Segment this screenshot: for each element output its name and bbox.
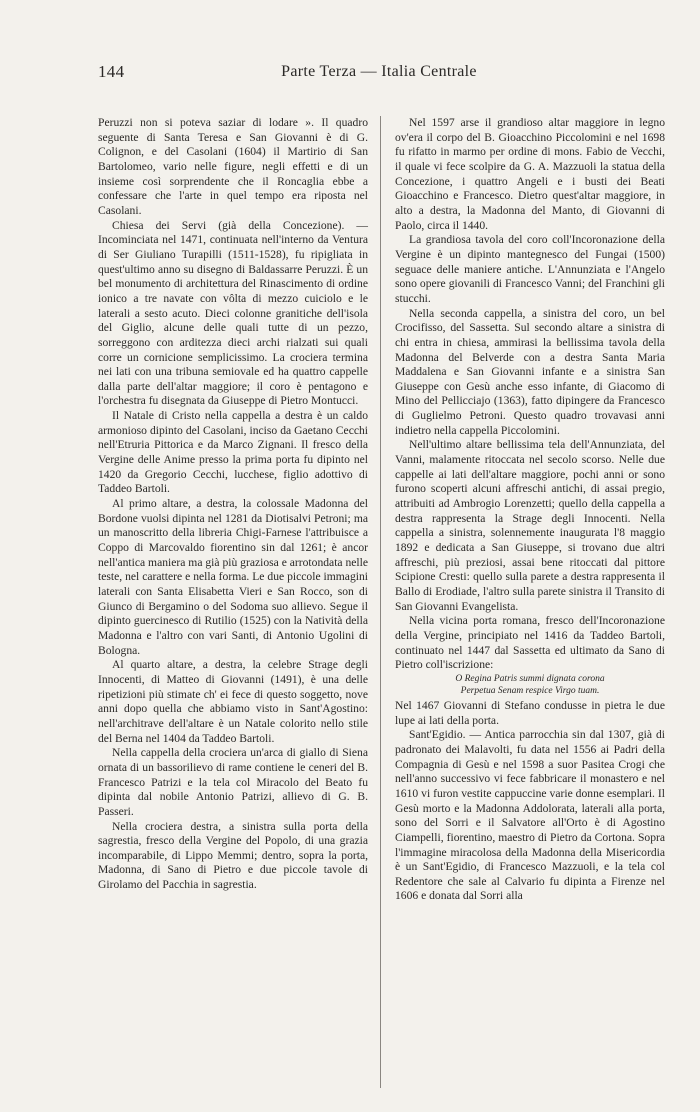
running-title: Parte Terza — Italia Centrale bbox=[281, 63, 477, 80]
left-column bbox=[98, 116, 368, 893]
paragraph: Al primo altare, a destra, la colossale Madonna del Bordone vuolsi dipinta nel 1281 da Diotisalvi Petroni; ma un manoscritto della libreria Chigi-Farnese l'attribuisce a Coppo di Marcovaldo fiorentino sin dal 1261; è ancor nell'antica maniera ma già più graziosa e arrotondata nelle teste, nel carattere e nella forma. Le due piccole immagini laterali con Santa Elisabetta Vieri e San Rocco, son di Giunco di Bergamino o del Sodoma suo allievo. Segue il dipinto guercinesco di Rutilio (1525) con la Natività della Madonna e l'altro con vari Santi, di Antonio Ugolini di Bologna. bbox=[98, 497, 368, 657]
column-divider bbox=[380, 116, 381, 1088]
paragraph: Nella crociera destra, a sinistra sulla porta della sagrestia, fresco della Vergine del Popolo, di una grazia incomparabile, di Lippo Memmi; dentro, sopra la porta, Madonna, di Sano di Pietro e due piccole tavole di Girolamo del Pacchia in sagrestia. bbox=[98, 819, 368, 892]
paragraph: Nel 1597 arse il grandioso altar maggiore in legno ov'era il corpo del B. Gioacchino Piccolomini e nel 1698 fu rifatto in marmo per ordine di mons. Fabio de Vecchi, il quale vi fece scolpire da G. A. Mazzuoli la statua della Concezione, i quattro Angeli e i busti dei Beati Gioacchino e Francesco. Dietro quest'altar maggiore, in alto a destra, la Madonna del Manto, di Giovanni di Paolo, circa il 1440. bbox=[395, 116, 665, 232]
paragraph: Nella cappella della crociera un'arca di giallo di Siena ornata di un bassorilievo di rame contiene le ceneri del B. Francesco Patrizi e la tela col Miracolo del Beato fu dipinta dal nobile Antonio Patrizi, allievo di G. B. Passeri. bbox=[98, 746, 368, 818]
page-number: 144 bbox=[98, 62, 125, 81]
paragraph: Chiesa dei Servi (già della Concezione). — Incominciata nel 1471, continuata nell'interno da Ventura di Ser Giuliano Turapilli (1511-1528), fu ripigliata in quest'ultimo anno su disegno di Baldassarre Peruzzi. È un bel monumento di architettura del Rinascimento di ordine ionico a tre navate con vôlta di mezzo cuiciolo e le laterali a sesto acuto. Dieci colonne granitiche dell'isola del Giglio, alcune delle quali tutte di un pezzo, sorreggono con arditezza dieci archi rialzati sui quali corre un cornicione semplicissimo. La crociera termina nei lati con una tribuna semiovale ed ha quattro cappelle dalla parte dell'altar maggiore; il coro è pentagono e l'orchestra fu disegnata da Giuseppe di Pietro Montucci. bbox=[98, 218, 368, 408]
paragraph: Nella seconda cappella, a sinistra del coro, un bel Crocifisso, del Sassetta. Sul secondo altare a sinistra di chi entra in chiesa, ammirasi la bellissima tavola della Madonna del Belverde con a destra Santa Maria Maddalena e San Giovanni infante e a sinistra San Giuseppe con Gesù anche esso infante, di Giacomo di Mino del Pellicciajo (1363), fatto dipingere da Francesco di Guglielmo Petroni. Questo quadro trovavasi anni indietro nella cappella Piccolomini. bbox=[395, 306, 665, 437]
paragraph: Il Natale di Cristo nella cappella a destra è un caldo armonioso dipinto del Casolani, inciso da Gaetano Cecchi nell'Etruria Pittorica e da Marco Zignani. Il fresco della Vergine delle Anime presso la prima porta fu dipinto nel 1420 da Gregorio Cecchi, lucchese, figlio adottivo di Taddeo Bartoli. bbox=[98, 409, 368, 496]
paragraph: Al quarto altare, a destra, la celebre Strage degli Innocenti, di Matteo di Giovanni (1491), è una delle ripetizioni più stimate ch' ei fece di questo soggetto, nove anni dopo quella che abbiamo visto in Sant'Agostino: nell'architrave dell'altare è un Natale colorito nello stile del Berna nel 1404 da Taddeo Bartoli. bbox=[98, 658, 368, 745]
inscription-line: O Regina Patris summi dignata corona bbox=[455, 673, 605, 684]
paragraph: Sant'Egidio. — Antica parrocchia sin dal 1307, già di padronato dei Malavolti, fu data nel 1556 ai Padri della Compagnia di Gesù e nel 1598 a suor Pasitea Crogi che nell'anno successivo vi fece fabbricare il monastero e nel 1610 vi furon vestite cappuccine varie donne esemplari. Il Gesù morto e la Madonna Addolorata, laterali alla porta, sono del Sorri e il Salvatore all'Orto è di Agostino Ciampelli, fiorentino, maestro di Pietro da Cortona. Sopra l'immagine miracolosa della Madonna della Misericordia è un Sant'Egidio, di Francesco Mazzuoli, e la tela col Redentore che sale al Calvario fu dipinta a Firenze nel 1606 e donata dal Sorri alla bbox=[395, 728, 665, 903]
paragraph: La grandiosa tavola del coro coll'Incoronazione della Vergine è un dipinto mantegnesco del Fungai (1500) seguace delle maniere antiche. L'Annunziata e l'Angelo sono opere giovanili di Francesco Vanni; del Franchini gli stucchi. bbox=[395, 233, 665, 305]
paragraph: Nell'ultimo altare bellissima tela dell'Annunziata, del Vanni, malamente ritoccata nel secolo scorso. Nelle due cappelle ai lati dell'altare maggiore, pochi anni or sono furono scoperti alcuni affreschi antichi, di assai pregio, attribuiti ad Ambrogio Lorenzetti; quello della cappella a destra rappresenta la Strage degli Innocenti. Nella cappella a sinistra, solennemente inaugurata l'8 maggio 1892 e dedicata a San Giuseppe, si trovano due altri affreschi, più preziosi, assai bene ritoccati dal pittore Scipione Cresti: quello sulla parete a destra rappresenta il Ballo di Erodiade, l'altro sulla parete sinistra il Transito di San Giovanni Evangelista. bbox=[395, 438, 665, 613]
right-column bbox=[395, 116, 665, 904]
paragraph: Nel 1467 Giovanni di Stefano condusse in pietra le due lupe ai lati della porta. bbox=[395, 698, 665, 727]
page-header bbox=[98, 62, 660, 84]
inscription-line: Perpetua Senam respice Virgo tuam. bbox=[460, 686, 600, 697]
paragraph: Nella vicina porta romana, fresco dell'Incoronazione della Vergine, principiato nel 1416 da Taddeo Bartoli, continuato nel 1447 dal Sassetta ed ultimato da Sano di Pietro coll'iscrizione: bbox=[395, 614, 665, 672]
paragraph: Peruzzi non si poteva saziar di lodare ». Il quadro seguente di Santa Teresa e San Giovanni è di G. Colignon, e del Casolani (1604) il Martirio di San Bartolomeo, vario nelle figure, negli effetti e di un insieme così sorprendente che il Roncaglia ebbe a confessare che l'arte in quel tempo era riposta nel Casolani. bbox=[98, 116, 368, 217]
